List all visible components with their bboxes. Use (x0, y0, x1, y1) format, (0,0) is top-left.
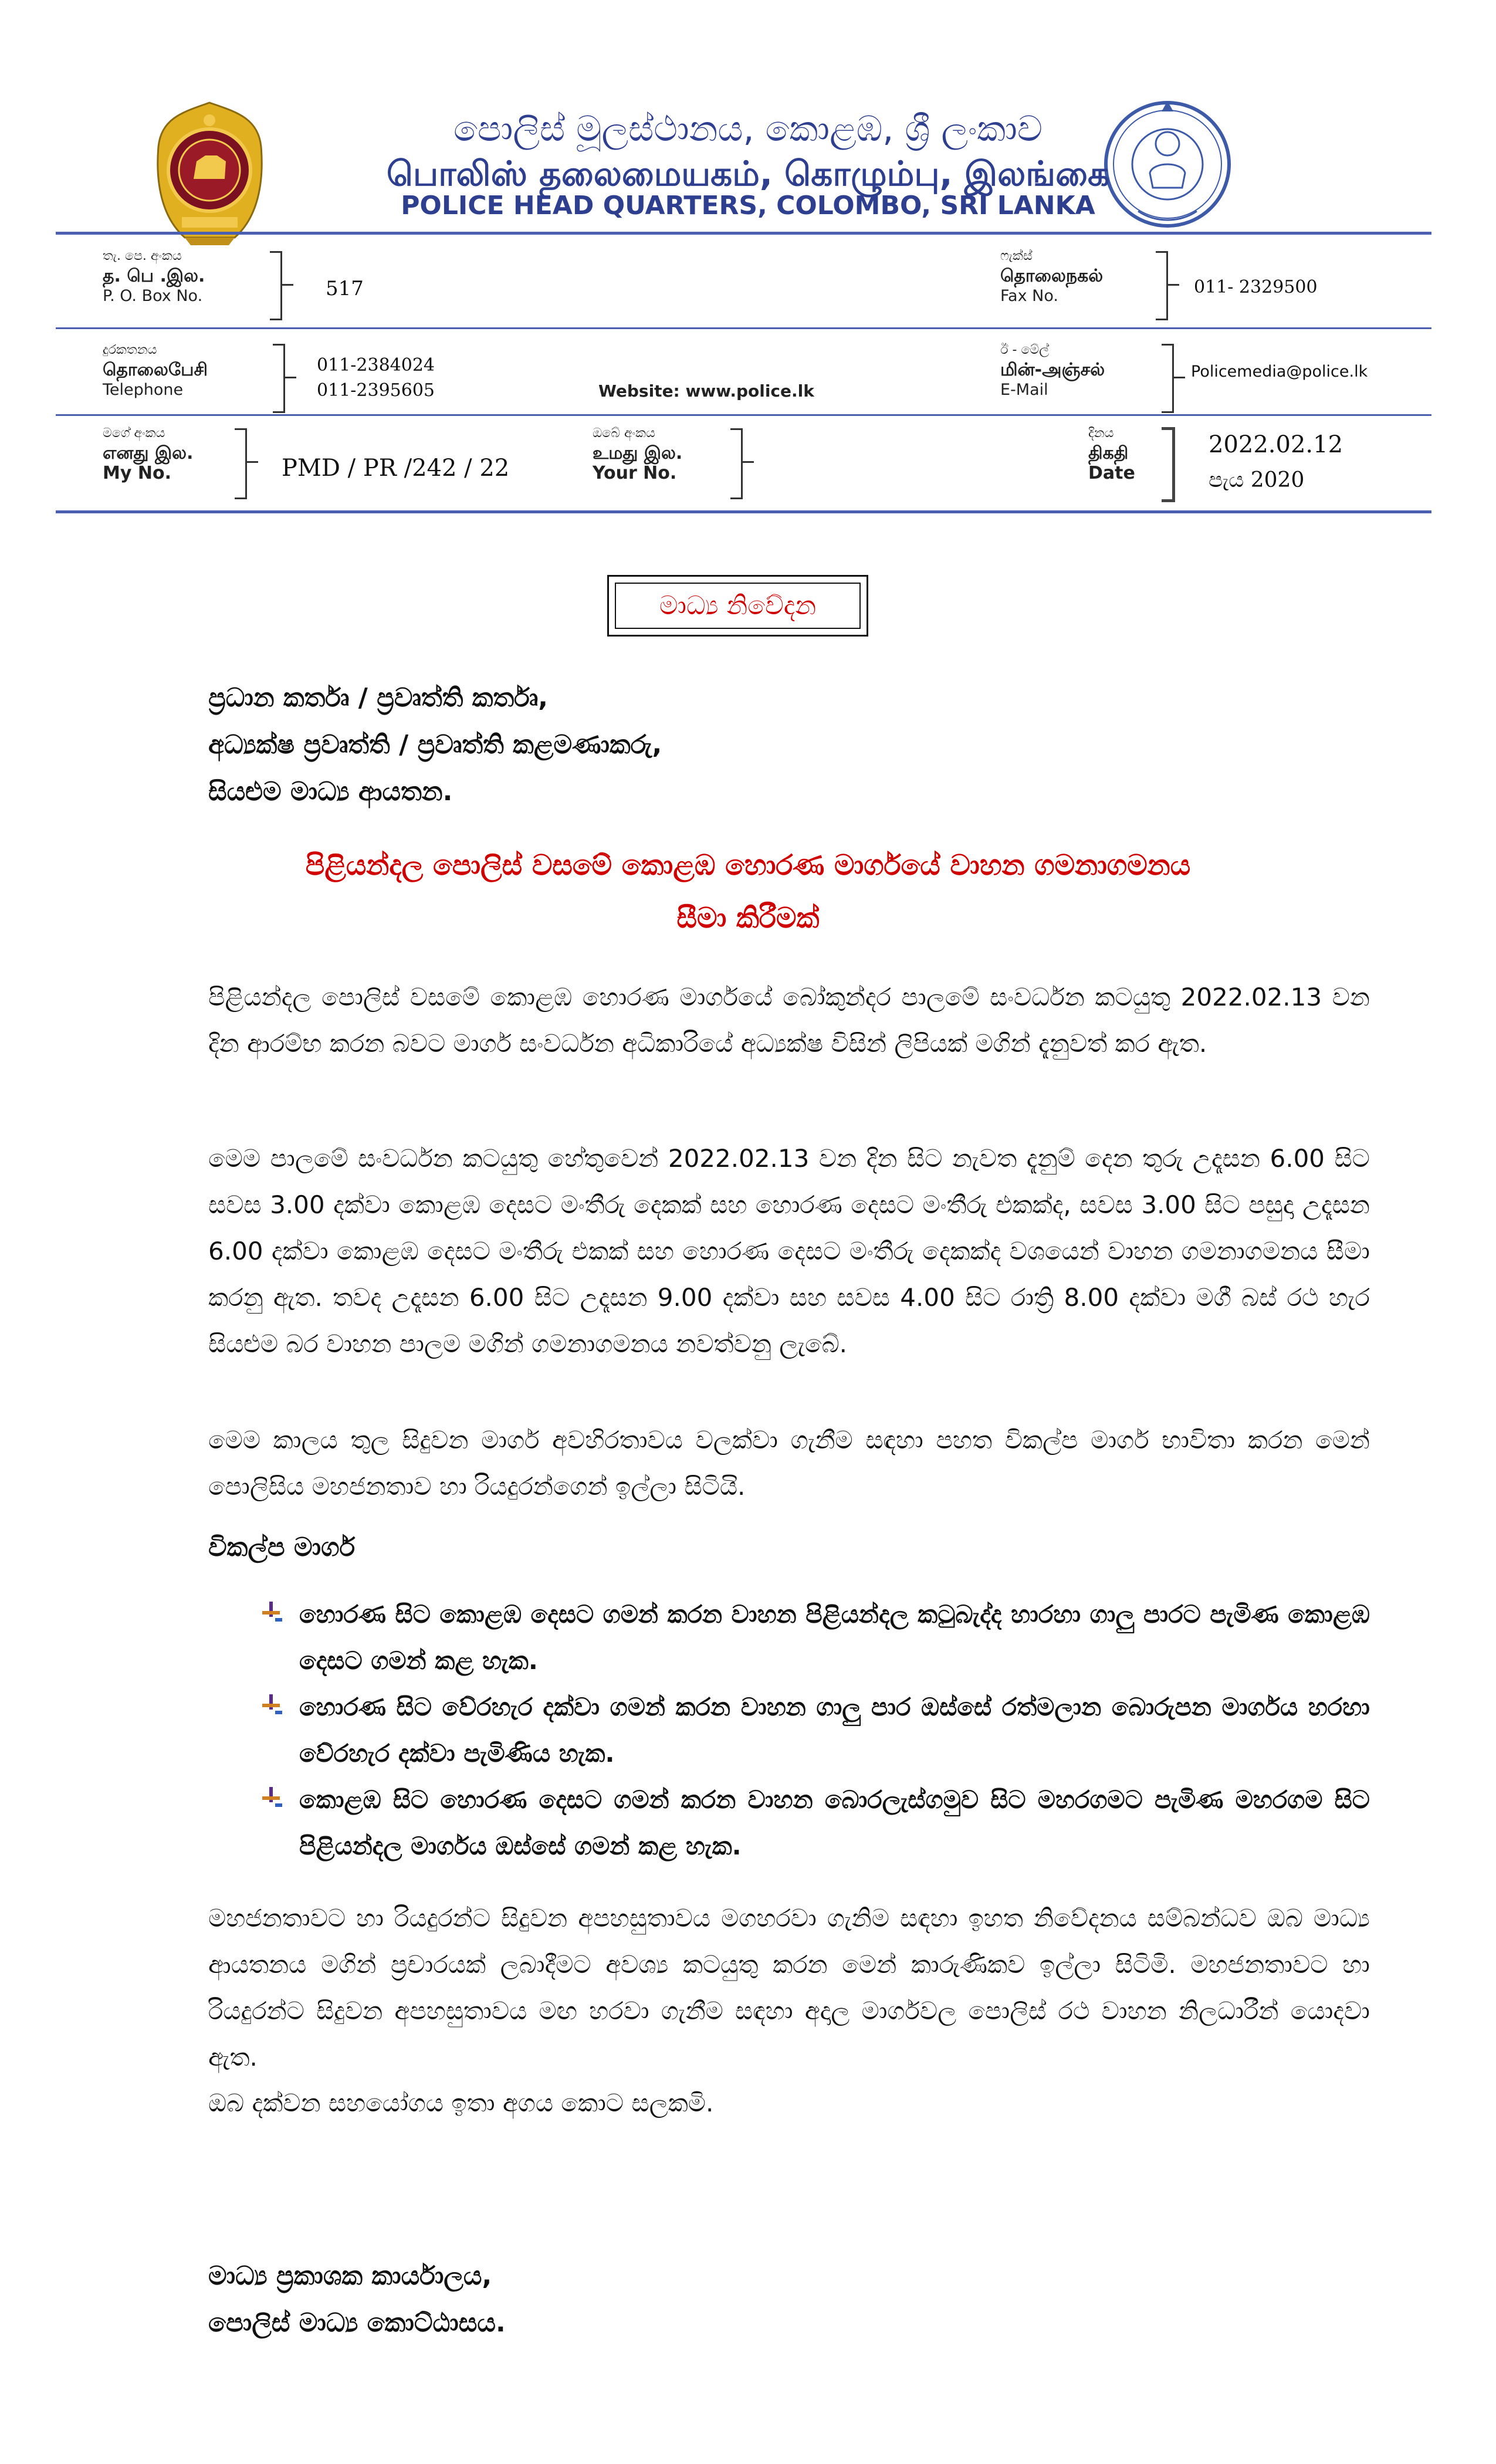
bracket (270, 251, 282, 320)
fax-value: 011- 2329500 (1194, 277, 1318, 297)
date-label: දිනය திகதி Date (1088, 426, 1135, 483)
alt-route-item: හොරණ සිට වේරහැර දක්වා ගමන් කරන වාහන ගාලු පාර ඔස්සේ රත්මලාන බොරුපන මාර්ගය හරහා වේරහැර දක්වා පැමිණිය හැක. (299, 1693, 1370, 1768)
alt-route-item: හොරණ සිට කොළඹ දෙසට ගමන් කරන වාහන පිළියන්දල කටුබැද්ද හාරහා ගාලු පාරට පැමිණ කොළඹ දෙසට ගමන් කළ හැක. (299, 1600, 1370, 1675)
my-no-value: PMD / PR /242 / 22 (282, 455, 510, 482)
header-tamil: பொலிஸ் தலைமையகம், கொழும்பு, இலங்கை (386, 154, 1110, 194)
bullet-icon (261, 1693, 285, 1717)
website[interactable]: Website: www.police.lk (598, 381, 814, 401)
addressee-line: ප්‍රධාන කර්තෘ / ප්‍රවෘත්ති කර්තෘ, (208, 683, 549, 713)
telephone-value-1: 011-2384024 (317, 355, 435, 375)
signature-line: පොලිස් මාධ්‍ය කොට්ඨාසය. (208, 2308, 506, 2338)
header-english: POLICE HEAD QUARTERS, COLOMBO, SRI LANKA (401, 191, 1095, 221)
bullet-icon (261, 1600, 285, 1624)
date-value: 2022.02.12 (1209, 431, 1343, 458)
paragraph-3: මෙම කාලය තුල සිදුවන මාර්ග අවහිරතාවය වලක්වා ගැනීම සඳහා පහත විකල්ප මාර්ග භාවිතා කරන මෙන් පොලිසිය මහජනතාව හා රියදුරන්ගෙන් ඉල්ලා සිටියි. (208, 1426, 1370, 1501)
email-value[interactable]: Policemedia@police.lk (1191, 363, 1368, 381)
signature-block (208, 2253, 506, 2347)
document-title: මාධ්‍ය නිවේදන (659, 591, 817, 621)
your-no-label: ඔබේ අංකය உமது இல. Your No. (593, 426, 683, 483)
telephone-value-2: 011-2395605 (317, 380, 435, 401)
my-no-label: මගේ අංකය எனது இல. My No. (103, 426, 194, 483)
divider-rule (56, 414, 1431, 416)
addressee-line: සියළුම මාධ්‍ය ආයතන. (208, 777, 453, 807)
divider-rule (56, 327, 1431, 329)
paragraph-4: මහජනතාවට හා රියදුරන්ට සිදුවන අපහසුතාවය මගහරවා ගැනිම සඳහා ඉහත නිවේදනය සම්බන්ධව ඔබ මාධ්‍ය ආයතනය මගින් ප්‍රචාරයක් ලබාදීමට අවශ්‍ය කටයුතු කරන මෙන් කාරුණිකව ඉල්ලා සිටිමි. මහජනතාවට හා රියදුරන්ට සිදුවන අපහසුතාවය මඟ හරවා ගැනීම සඳහා අදාල මාර්ගවල පොලිස් රථ වාහන නිලධාරීන් යොදවා ඇත. (208, 1904, 1370, 2072)
po-box-label: තැ. පෙ. අංකය த. பெ .இல. P. O. Box No. (103, 249, 205, 305)
media-release-title-box (607, 575, 868, 637)
email-label: ඊ - මේල් மின்-அஞ்சல் E-Mail (1000, 343, 1105, 399)
alternative-routes-heading: විකල්ප මාර්ග (208, 1532, 356, 1562)
paragraph-2: මෙම පාලමේ සංවර්ධන කටයුතු හේතුවෙන් 2022.02.13 වන දින සිට නැවත දැනුම් දෙන තුරු උදෑසන 6.00 සිට සවස 3.00 දක්වා කොළඹ දෙසට මංතීරු දෙකක් සහ හොරණ දෙසට මංතීරු එකක්ද, සවස 3.00 සිට පසුදා උදෑසන 6.00 දක්වා කොළඹ දෙසට මංතීරු එකක් සහ හොරණ දෙසට මංතීරු දෙකක්ද වශයෙන් වාහන ගමනාගමනය සීමා කරනු ඇත. තවද උදෑසන 6.00 සිට උදෑසන 9.00 දක්වා සහ සවස 4.00 සිට රාත්‍රි 8.00 දක්වා මගී බස් රථ හැර සියළුම බර වාහන පාලම මගින් ගමනාගමනය නවත්වනු ලැබේ. (208, 1144, 1370, 1358)
alt-route-item: කොළඹ සිට හොරණ දෙසට ගමන් කරන වාහන බොරලැස්ගමුව සිට මහරගමට පැමිණ මහරගම සිට පිළියන්දල මාර්ගය ඔස්සේ ගමන් කළ හැක. (299, 1785, 1370, 1860)
addressee-list (208, 675, 662, 815)
time-value: පැය 2020 (1209, 468, 1305, 492)
subject: පිළියන්දල පොලිස් වසමේ කොළඹ හොරණ මාර්ගයේ වාහන ගමනාගමනය සීමා කිරීමක් (305, 849, 1191, 935)
paragraph-1: පිළියන්දල පොලිස් වසමේ කොළඹ හොරණ මාර්ගයේ බෝකුන්දර පාලමේ සංවර්ධන කටයුතු 2022.02.13 වන දින ආරම්භ කරන බවට මාර්ග සංවර්ධන අධිකාරියේ අධ්‍යක්ෂ විසින් ලිපියක් මගින් දැනුවත් කර ඇත. (208, 983, 1370, 1058)
footer-rule (56, 510, 1431, 513)
bullet-icon (261, 1786, 285, 1809)
fax-label: ෆැක්ස් தொலைநகல் Fax No. (1000, 249, 1104, 305)
header-sinhala: පොලිස් මූලස්ථානය, කොළඹ, ශ්‍රී ලංකාව (453, 109, 1043, 150)
header-rule (56, 232, 1431, 235)
addressee-line: අධ්‍යක්ෂ ප්‍රවෘත්ති / ප්‍රවෘත්ති කළමණාකරු, (208, 730, 662, 760)
po-box-value: 517 (326, 277, 364, 300)
paragraph-5: ඔබ දක්වන සහයෝගය ඉතා අගය කොට සලකමි. (208, 2089, 714, 2117)
telephone-label: දුරකතනය தொலைபேசி Telephone (103, 343, 208, 399)
signature-line: මාධ්‍ය ප්‍රකාශක කාර්යාලය, (208, 2261, 492, 2291)
